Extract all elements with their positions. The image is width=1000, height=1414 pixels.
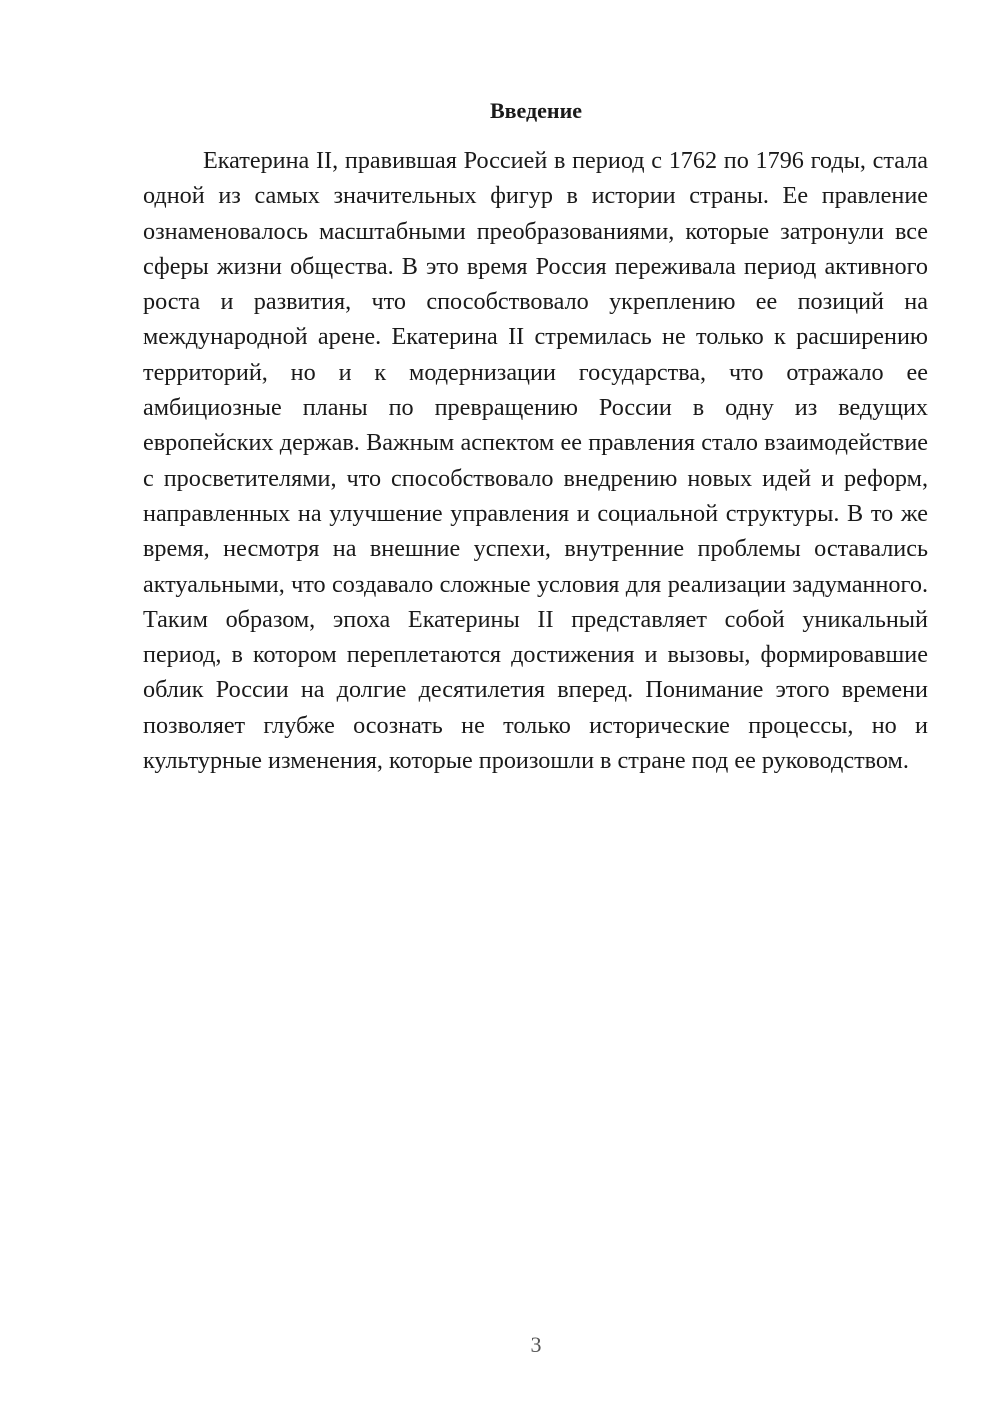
page-number: 3: [530, 1332, 542, 1357]
body-paragraph: Екатерина II, правившая Россией в период с 1762 по 1796 годы, стала одной из самых значительных фигур в истории страны. Ее правление ознаменовалось масштабными преобразованиями, которые затронули все сферы жизни общества. В это время Россия переживала период активного роста и развития, что способствовало укреплению ее позиций на международной арене. Екатерина II стремилась не только к расширению территорий, но и к модернизации государства, что отражало ее амбициозные планы по превращению России в одну из ведущих европейских держав. Важным аспектом ее правления стало взаимодействие с просветителями, что способствовало внедрению новых идей и реформ, направленных на улучшение управления и социальной структуры. В то же время, несмотря на внешние успехи, внутренние проблемы оставались актуальными, что создавало сложные условия для реализации задуманного. Таким образом, эпоха Екатерины II представляет собой уникальный период, в котором переплетаются достижения и вызовы, формировавшие облик России на долгие десятилетия вперед. Понимание этого времени позволяет глубже осознать не только исторические процессы, но и культурные изменения, которые произошли в стране под ее руководством.: [143, 147, 928, 775]
section-heading: Введение: [489, 98, 583, 123]
